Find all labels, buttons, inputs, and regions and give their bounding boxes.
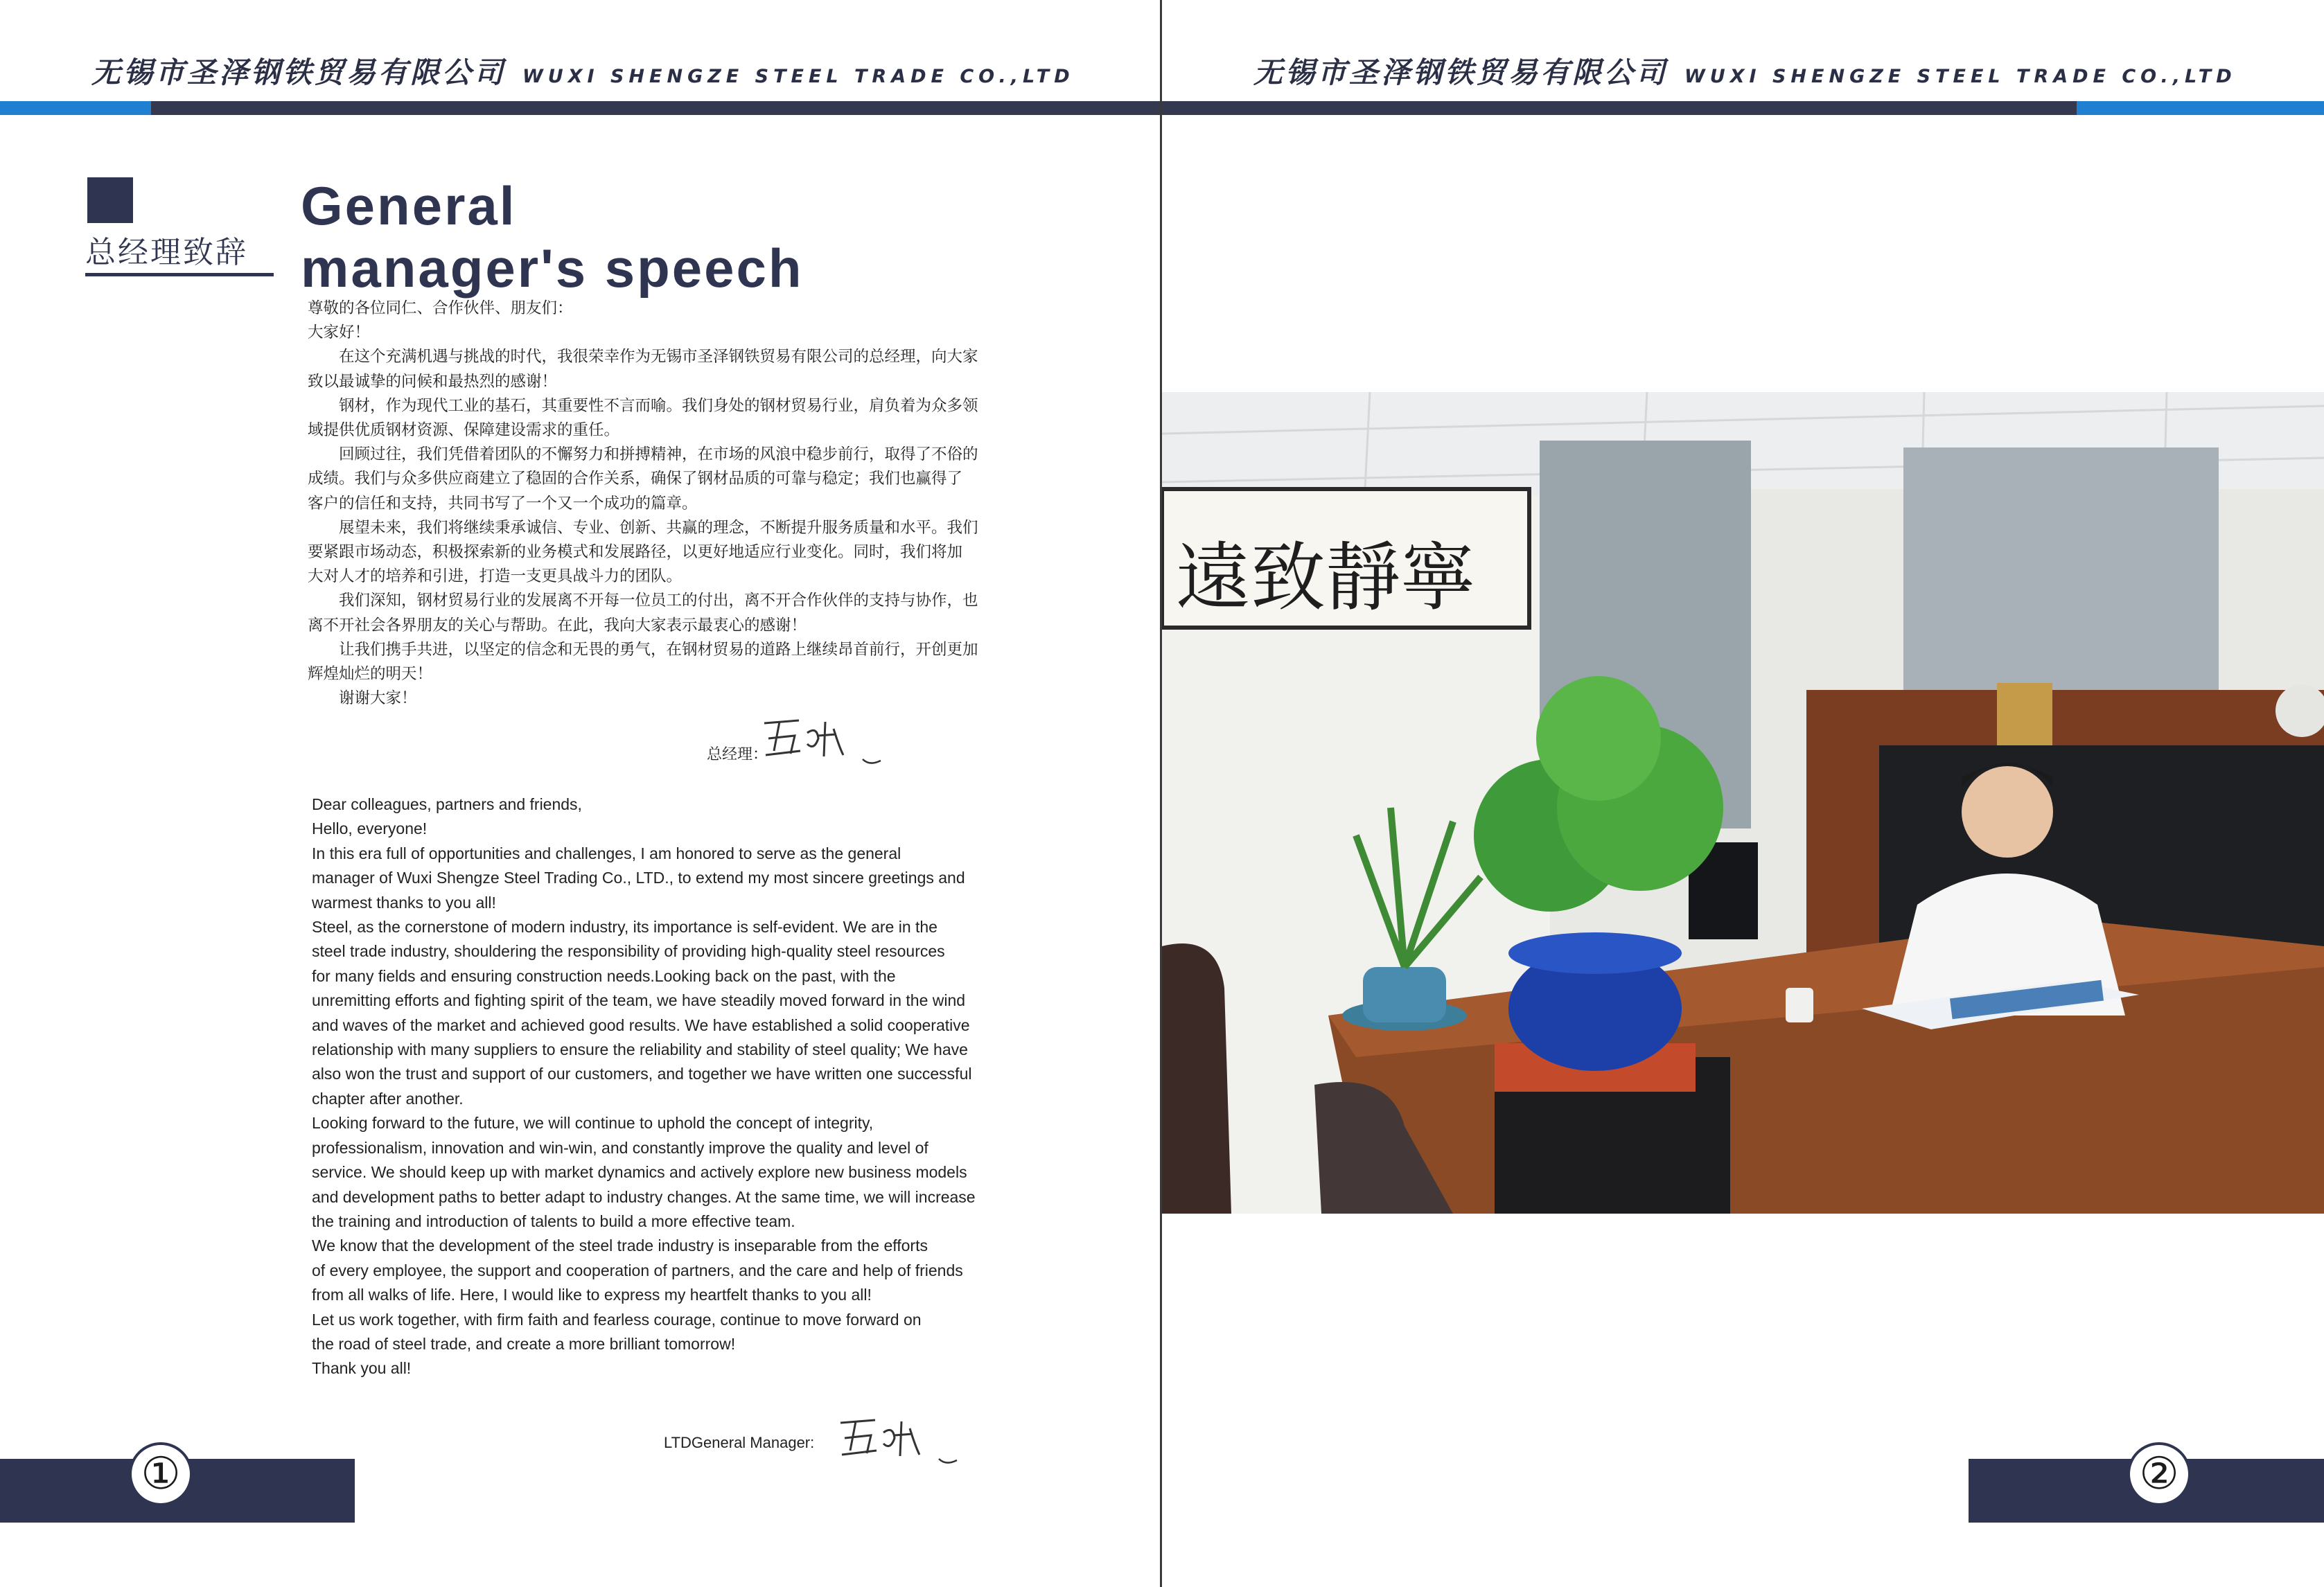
header-divider-bar-right [1162, 101, 2077, 115]
en-signature-image [835, 1408, 967, 1470]
en-line: chapter after another. [312, 1089, 464, 1108]
cn-line: 回顾过往，我们凭借着团队的不懈努力和拼搏精神，在市场的风浪中稳步前行，取得了不俗的 [308, 445, 978, 464]
en-line: Thank you all! [312, 1359, 412, 1378]
cn-signature-label: 总经理： [707, 746, 768, 763]
header-accent-bar-right [2077, 101, 2324, 115]
page-number-left: ① [129, 1442, 193, 1506]
cn-line: 大家好！ [308, 323, 371, 342]
header-accent-bar [0, 101, 151, 115]
en-line: of every employee, the support and cooperation of partners, and the care and help of friends [312, 1261, 963, 1279]
cn-line: 尊敬的各位同仁、合作伙伴、朋友们： [308, 299, 573, 317]
heading-cn: 总经理致辞 [85, 235, 248, 270]
cn-line: 成绩。我们与众多供应商建立了稳固的合作关系，确保了钢材品质的可靠与稳定；我们也赢得了 [308, 470, 963, 488]
en-line: Looking forward to the future, we will continue to uphold the concept of integrity, [312, 1114, 874, 1133]
cn-line: 要紧跟市场动态，积极探索新的业务模式和发展路径，以更好地适应行业变化。同时，我们将加 [308, 543, 963, 562]
en-line: unremitting efforts and fighting spirit of the team, we have steadily moved forward in the wind [312, 991, 966, 1010]
page-number-right: ② [2127, 1442, 2191, 1506]
en-line: Let us work together, with firm faith and fearless courage, continue to move forward on [312, 1310, 922, 1329]
en-line: the road of steel trade, and create a more brilliant tomorrow! [312, 1334, 736, 1353]
en-line: Steel, as the cornerstone of modern industry, its importance is self-evident. We are in the [312, 918, 937, 937]
cn-line: 辉煌灿烂的明天！ [308, 665, 433, 684]
cn-line: 在这个充满机遇与挑战的时代，我很荣幸作为无锡市圣泽钢铁贸易有限公司的总经理，向大家 [308, 348, 978, 366]
heading-square-icon [87, 177, 133, 223]
english-letter [312, 792, 1060, 1381]
heading-en [301, 175, 804, 299]
cn-signature-image [759, 708, 890, 770]
en-line: manager of Wuxi Shengze Steel Trading Co., LTD., to extend my most sincere greetings and [312, 869, 965, 887]
en-line: Hello, everyone! [312, 819, 428, 838]
cn-line: 我们深知，钢材贸易行业的发展离不开每一位员工的付出，离不开合作伙伴的支持与协作，也 [308, 592, 978, 610]
en-line: and development paths to better adapt to industry changes. At the same time, we will increase [312, 1187, 976, 1206]
en-line: warmest thanks to you all! [312, 893, 496, 912]
en-line: and waves of the market and achieved good results. We have established a solid cooperative [312, 1016, 970, 1034]
company-name-cn-right: 无锡市圣泽钢铁贸易有限公司 [1253, 55, 1669, 89]
en-line: relationship with many suppliers to ensure the reliability and stability of steel quality; We have [312, 1040, 968, 1059]
cn-line: 展望未来，我们将继续秉承诚信、专业、创新、共赢的理念，不断提升服务质量和水平。我们 [308, 518, 978, 537]
chinese-letter [308, 296, 1041, 711]
cn-line: 离不开社会各界朋友的关心与帮助。在此，我向大家表示最衷心的感谢！ [308, 616, 807, 635]
office-scene [1162, 392, 2324, 1214]
en-line: professionalism, innovation and win-win, and constantly improve the quality and level of [312, 1138, 928, 1157]
en-line: also won the trust and support of our customers, and together we have written one successful [312, 1065, 972, 1083]
cn-line: 钢材，作为现代工业的基石，其重要性不言而喻。我们身处的钢材贸易行业，肩负着为众多领 [308, 396, 978, 415]
en-line: Dear colleagues, partners and friends, [312, 795, 582, 813]
en-line: We know that the development of the steel trade industry is inseparable from the efforts [312, 1236, 928, 1255]
en-signature-label: LTDGeneral Manager: [664, 1434, 815, 1451]
en-line: steel trade industry, shouldering the responsibility of providing high-quality steel resources [312, 942, 945, 961]
header-company-name [91, 50, 1075, 91]
en-line: the training and introduction of talents to build a more effective team. [312, 1212, 795, 1230]
en-line: from all walks of life. Here, I would like to express my heartfelt thanks to you all! [312, 1286, 872, 1304]
cn-line: 谢谢大家！ [308, 689, 417, 708]
cn-line: 域提供优质钢材资源、保障建设需求的重任。 [308, 421, 620, 440]
cn-line: 让我们携手共进，以坚定的信念和无畏的勇气，在钢材贸易的道路上继续昂首前行，开创更加 [308, 640, 978, 659]
en-line: service. We should keep up with market dynamics and actively explore new business models [312, 1163, 967, 1182]
company-name-en: WUXI SHENGZE STEEL TRADE CO.,LTD [522, 66, 1075, 87]
calligraphy-text: 遠致靜寧 [1176, 535, 1476, 621]
header-divider-bar [151, 101, 1162, 115]
company-name-cn: 无锡市圣泽钢铁贸易有限公司 [91, 55, 507, 89]
header-company-name-right [1253, 50, 2237, 91]
cn-line: 大对人才的培养和引进，打造一支更具战斗力的团队。 [308, 567, 683, 586]
office-photo [1162, 392, 2324, 1214]
cn-line: 客户的信任和支持，共同书写了一个又一个成功的篇章。 [308, 494, 698, 513]
en-line: for many fields and ensuring construction needs.Looking back on the past, with the [312, 966, 896, 985]
heading-en-line1: General [301, 175, 517, 236]
company-name-en-right: WUXI SHENGZE STEEL TRADE CO.,LTD [1684, 66, 2237, 87]
heading-underline [85, 273, 274, 276]
en-line: In this era full of opportunities and challenges, I am honored to serve as the general [312, 844, 901, 862]
heading-en-line2: manager's speech [301, 238, 804, 299]
cn-line: 致以最诚挚的问候和最热烈的感谢！ [308, 372, 558, 391]
